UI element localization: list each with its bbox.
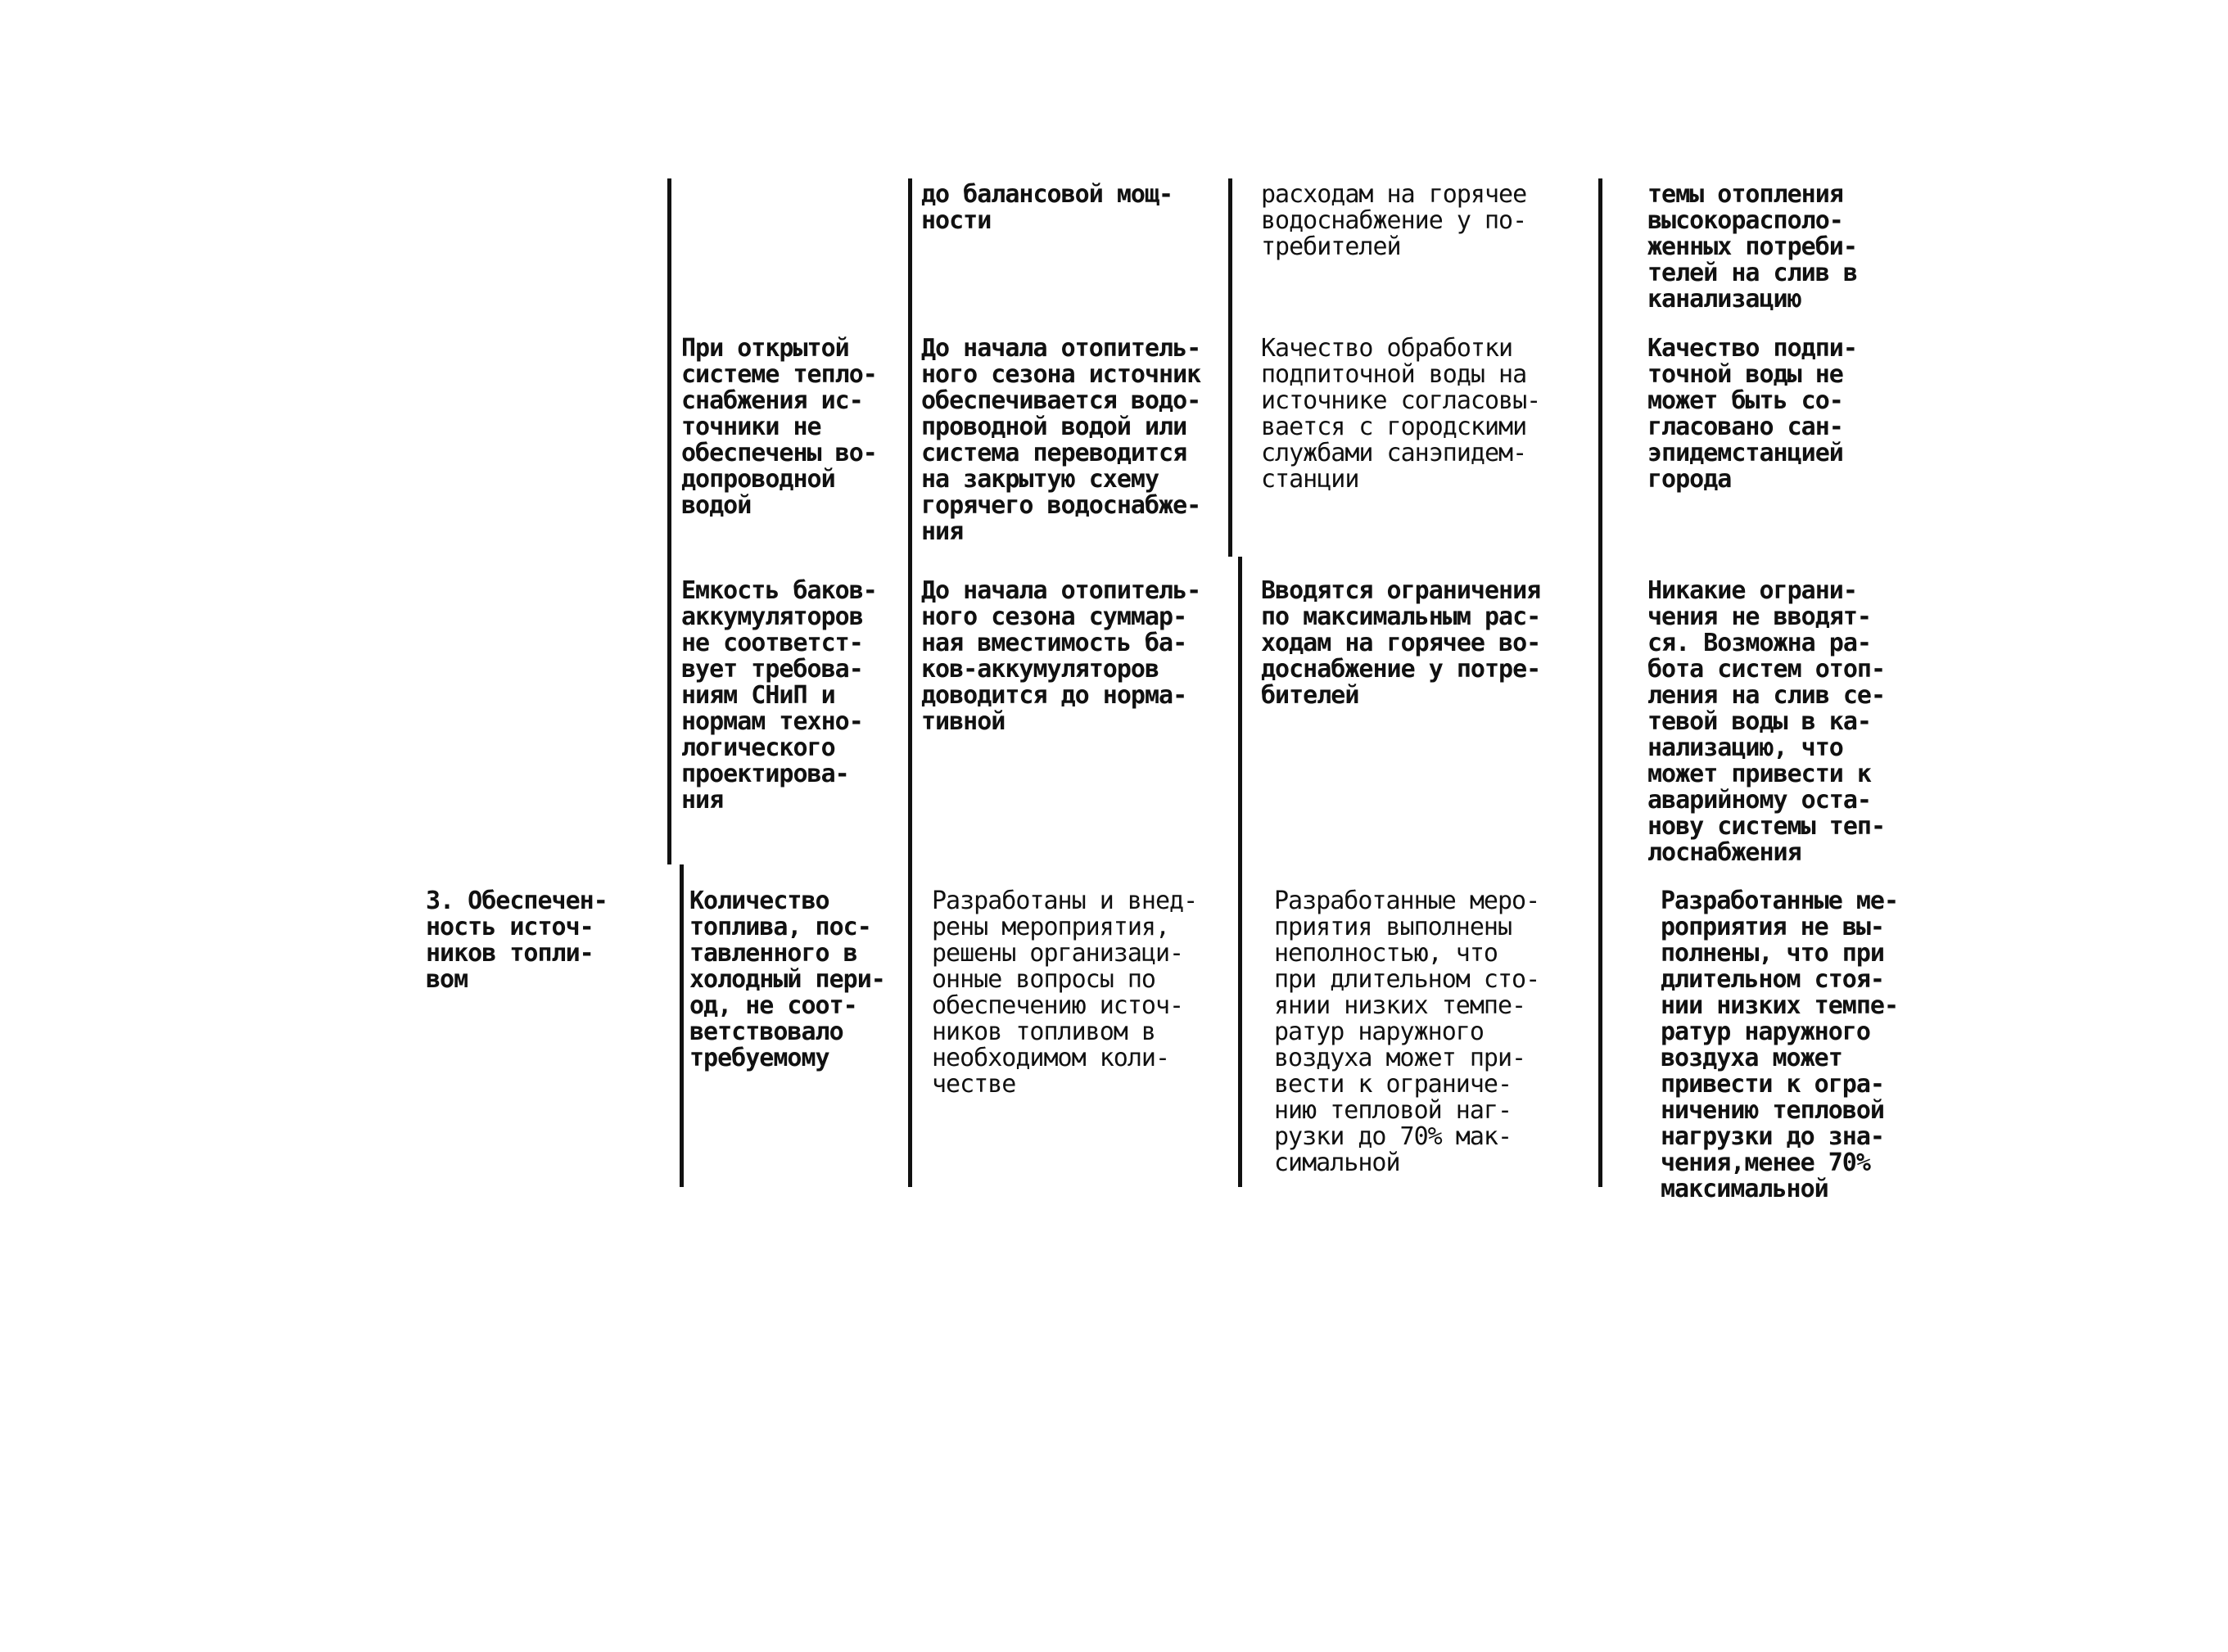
row3-condition: Емкость баков- аккумуляторов не соответст- вует требова- ниям СНиП и нормам техно- логического проектирова- ния [681, 576, 877, 815]
row3-consequences: Вводятся ограничения по максимальным рас- ходам на горячее во- доснабжение у потре- бителей [1261, 576, 1541, 710]
row4-consequences: Разработанные меро- приятия выполнены неполностью, что при длительном сто- янии низких темпе- ратур наружного воздуха может при- вести к ограниче- нию тепловой наг- рузки до 70% мак- симальной [1274, 887, 1540, 1177]
table-rule-3b [1238, 557, 1242, 1187]
row2-condition: При открытой системе тепло- снабжения ис- точники не обеспечены во- допроводной водой [681, 334, 877, 520]
row2-consequences: Качество обработки подпиточной воды на источнике согласовы- вается с городскими службами санэпидем- станции [1261, 334, 1541, 494]
row4-indicator: 3. Обеспечен- ность источ- ников топли- вом [426, 887, 608, 994]
row4-notes: Разработанные ме- роприятия не вы- полнены, что при длительном стоя- нии низких темпе- ратур наружного воздуха может привести к огра- ничению тепловой нагрузки до зна- чения,менее 70% максимальной [1661, 887, 1899, 1203]
table-rule-2 [908, 178, 912, 1187]
row1-consequences: расходам на горячее водоснабжение у по- требителей [1261, 180, 1527, 261]
row2-measures: До начала отопитель- ного сезона источник обеспечивается водо- проводной водой или система переводится на закрытую схему горячего водоснабже- ния [921, 334, 1201, 546]
table-rule-4 [1598, 178, 1602, 1187]
row3-notes: Никакие ограни- чения не вводят- ся. Возможна ра- бота систем отоп- ления на слив се- тевой воды в ка- нализацию, что может привести к аварийному оста- нову системы теп- лоснабжения [1647, 576, 1886, 867]
table-rule-3 [1228, 178, 1232, 557]
row1-measures: до балансовой мощ- ности [921, 180, 1173, 235]
row3-measures: До начала отопитель- ного сезона суммар- ная вместимость ба- ков-аккумуляторов доводится до норма- тивной [921, 576, 1201, 736]
row1-notes: темы отопления высокорасполо- женных потреби- телей на слив в канализацию [1647, 180, 1857, 314]
row2-notes: Качество подпи- точной воды не может быть со- гласовано сан- эпидемстанцией города [1647, 334, 1857, 494]
row4-condition: Количество топлива, пос- тавленного в холодный пери- од, не соот- ветствовало требуемому [689, 887, 885, 1072]
table-rule-1b [680, 864, 684, 1187]
table-rule-1 [667, 178, 671, 864]
row4-measures: Разработаны и внед- рены мероприятия, решены организаци- онные вопросы по обеспечению источ- ников топливом в необходимом коли- честве [932, 887, 1198, 1099]
